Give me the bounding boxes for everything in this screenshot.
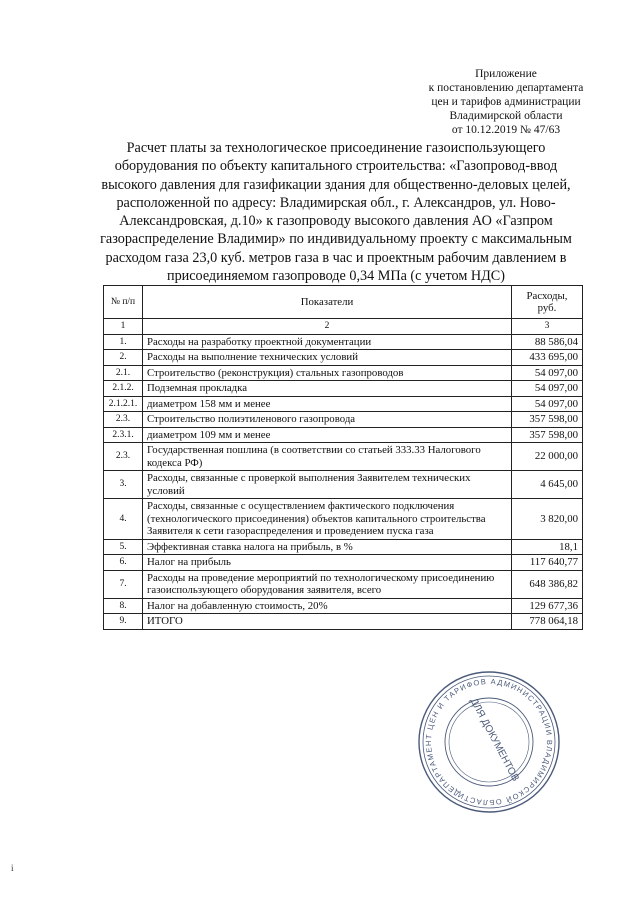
row-expense: 433 695,00 [512, 350, 583, 366]
row-number: 2.3.1. [104, 427, 143, 443]
margin-mark: i [11, 863, 14, 873]
table-row [104, 427, 583, 443]
row-expense: 357 598,00 [512, 412, 583, 428]
header-indicators: Показатели [143, 286, 512, 319]
seal-inner-ring [445, 698, 533, 786]
row-indicator: Расходы на выполнение технических условий [143, 350, 512, 366]
row-number: 3. [104, 471, 143, 499]
row-number: 8. [104, 598, 143, 614]
row-expense: 88 586,04 [512, 334, 583, 350]
row-indicator: диаметром 158 мм и менее [143, 396, 512, 412]
row-number: 2.3. [104, 412, 143, 428]
row-indicator: Подземная прокладка [143, 381, 512, 397]
row-indicator: ИТОГО [143, 614, 512, 630]
appendix-line: от 10.12.2019 № 47/63 [451, 124, 561, 136]
table-row [104, 471, 583, 499]
row-number: 4. [104, 499, 143, 540]
row-number: 6. [104, 555, 143, 571]
table-header-row [104, 286, 583, 319]
table-row [104, 334, 583, 350]
row-indicator: Расходы на проведение мероприятий по технологическому присоединению газоиспользующего оборудования заявителя, всего [143, 570, 512, 598]
row-expense: 18,1 [512, 539, 583, 555]
row-number: 2. [104, 350, 143, 366]
table-row [104, 598, 583, 614]
row-indicator: Расходы, связанные с проверкой выполнения Заявителем технических условий [143, 471, 512, 499]
row-expense: 117 640,77 [512, 555, 583, 571]
table-row [104, 539, 583, 555]
table-row [104, 555, 583, 571]
row-number: 2.1.2. [104, 381, 143, 397]
row-expense: 54 097,00 [512, 381, 583, 397]
table-row [104, 443, 583, 471]
header-expenses: Расходы, руб. [512, 286, 583, 319]
table-row [104, 381, 583, 397]
row-number: 2.1.2.1. [104, 396, 143, 412]
column-index-cell: 1 [104, 319, 143, 335]
row-expense: 54 097,00 [512, 365, 583, 381]
row-number: 9. [104, 614, 143, 630]
row-number: 5. [104, 539, 143, 555]
table-row [104, 350, 583, 366]
appendix-line: Владимирской области [449, 110, 563, 122]
row-expense: 22 000,00 [512, 443, 583, 471]
row-expense: 129 677,36 [512, 598, 583, 614]
row-expense: 3 820,00 [512, 499, 583, 540]
header-number: № п/п [104, 286, 143, 319]
document-title: Расчет платы за технологическое присоединение газоиспользующего оборудования по объекту капитального строительства: «Газопровод-ввод высокого давления для газификации здания для общественно-деловых целей, расположенной по адресу: Владимирская обл., г. Александров, ул. Ново-Александровская, д.10» к газопроводу высокого давления АО «Газпром газораспределение Владимир» по индивидуальному проекту с максимальным расходом газа 23,0 куб. метров газа в час и проектным рабочим давлением в присоединяемом газопроводе 0,34 МПа (с учетом НДС) [100, 140, 572, 285]
row-indicator: Расходы, связанные с осуществлением фактического подключения (технологического присоединения) объектов капитального строительства Заявителя к сети газораспределения и проведением пуска газа [143, 499, 512, 540]
row-indicator: Налог на прибыль [143, 555, 512, 571]
appendix-line: к постановлению департамента [428, 82, 584, 94]
seal-outer-text: ДЕПАРТАМЕНТ ЦЕН И ТАРИФОВ АДМИНИСТРАЦИИ ВЛАДИМИРСКОЙ ОБЛАСТИ [423, 676, 555, 808]
table-row [104, 499, 583, 540]
table-row [104, 570, 583, 598]
seal-outer-ring [419, 672, 559, 812]
table-row [104, 365, 583, 381]
row-indicator: Государственная пошлина (в соответствии со статьей 333.33 Налогового кодекса РФ) [143, 443, 512, 471]
official-seal [414, 667, 564, 817]
row-indicator: Налог на добавленную стоимость, 20% [143, 598, 512, 614]
row-number: 1. [104, 334, 143, 350]
row-indicator: Строительство (реконструкция) стальных газопроводов [143, 365, 512, 381]
row-expense: 778 064,18 [512, 614, 583, 630]
row-indicator: Расходы на разработку проектной документации [143, 334, 512, 350]
seal-center-text: ДЛЯ ДОКУМЕНТОВ [467, 696, 521, 784]
appendix-header [416, 67, 596, 137]
table-row [104, 396, 583, 412]
appendix-line: цен и тарифов администрации [431, 96, 581, 108]
seal-ring [423, 676, 555, 808]
table-row [104, 614, 583, 630]
column-index-cell: 2 [143, 319, 512, 335]
appendix-line: Приложение [475, 68, 537, 80]
calculation-table [103, 285, 583, 630]
column-index-cell: 3 [512, 319, 583, 335]
column-index-row [104, 319, 583, 335]
row-expense: 648 386,82 [512, 570, 583, 598]
row-indicator: Строительство полиэтиленового газопровода [143, 412, 512, 428]
row-number: 2.3. [104, 443, 143, 471]
row-expense: 357 598,00 [512, 427, 583, 443]
row-indicator: диаметром 109 мм и менее [143, 427, 512, 443]
row-expense: 54 097,00 [512, 396, 583, 412]
row-number: 7. [104, 570, 143, 598]
row-number: 2.1. [104, 365, 143, 381]
row-expense: 4 645,00 [512, 471, 583, 499]
table-row [104, 412, 583, 428]
row-indicator: Эффективная ставка налога на прибыль, в % [143, 539, 512, 555]
